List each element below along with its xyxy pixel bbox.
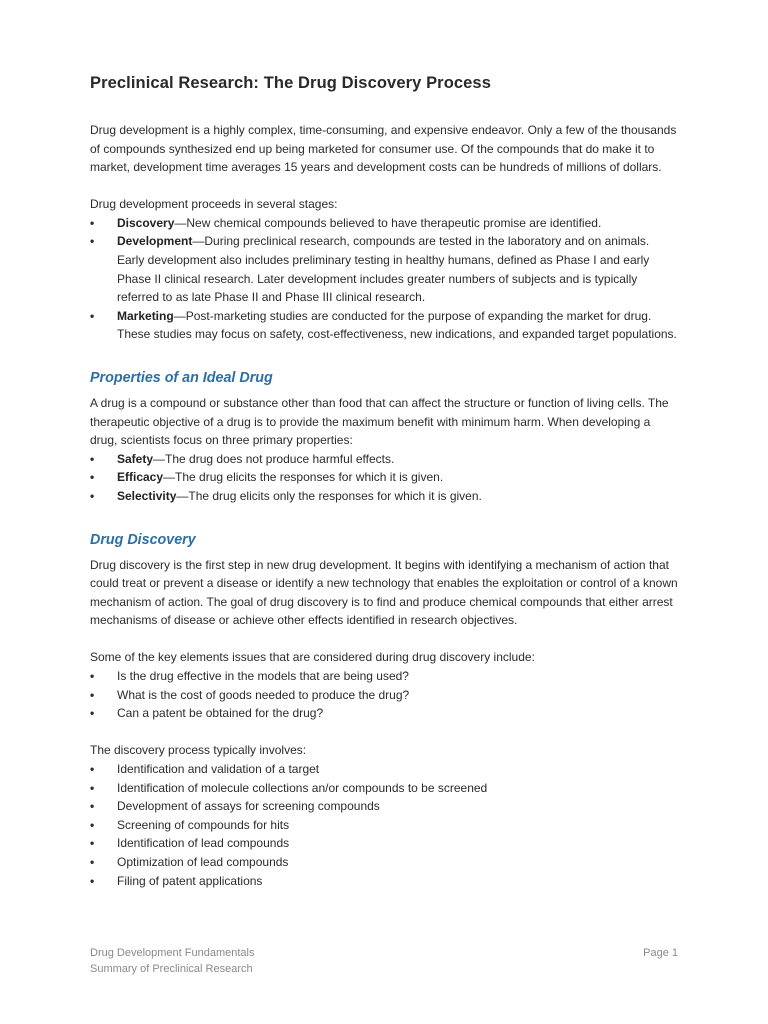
list-item — [90, 468, 678, 487]
process-step: Identification and validation of a target — [117, 761, 320, 776]
issues-list — [90, 667, 678, 723]
list-item — [90, 853, 678, 872]
footer-doc-title: Drug Development Fundamentals — [90, 947, 255, 959]
bullet-icon: • — [90, 799, 95, 814]
bullet-icon: • — [90, 836, 95, 851]
list-item — [90, 760, 678, 779]
document-title: Preclinical Research: The Drug Discovery Process — [90, 74, 491, 92]
bullet-icon: • — [90, 761, 95, 776]
stage-text: —During preclinical research, compounds are tested in the laboratory and on animals. Early development also includes preliminary testing in healthy humans, defined as Phase I and early Phase II clinical research. Later development includes greater numbers of subjects and is typically referred to as late Phase II and Phase III clinical research. — [117, 234, 650, 305]
bullet-icon: • — [90, 780, 95, 795]
list-item — [90, 816, 678, 835]
bullet-icon: • — [90, 215, 95, 230]
process-step: Identification of lead compounds — [117, 836, 290, 851]
list-item — [90, 232, 678, 306]
process-step: Development of assays for screening compounds — [117, 799, 380, 814]
property-text: —The drug elicits only the responses for which it is given. — [176, 489, 482, 503]
issue-text: What is the cost of goods needed to produce the drug? — [117, 687, 410, 702]
stage-text: —New chemical compounds believed to have therapeutic promise are identified. — [174, 215, 602, 230]
property-term: Efficacy — [117, 470, 164, 485]
section-heading: Properties of an Ideal Drug — [90, 370, 273, 387]
issue-text: Is the drug effective in the models that are being used? — [117, 669, 409, 684]
issue-text: Can a patent be obtained for the drug? — [117, 706, 324, 721]
property-text: —The drug does not produce harmful effects. — [153, 451, 395, 466]
list-item — [90, 779, 678, 798]
list-item — [90, 686, 678, 705]
stage-term: Discovery — [117, 215, 175, 230]
process-step: Identification of molecule collections an/or compounds to be screened — [117, 780, 488, 795]
intro-paragraph: Drug development is a highly complex, time-consuming, and expensive endeavor. Only a few of the thousands of compounds synthesized end up being marketed for consumer use. Of the compounds that do make it to market, development time averages 15 years and development costs can be hundreds of millions of dollars. — [90, 123, 677, 175]
stage-term: Marketing — [117, 308, 174, 323]
list-item — [90, 307, 678, 344]
list-item — [90, 872, 678, 891]
property-term: Selectivity — [117, 489, 177, 503]
footer-doc-subtitle: Summary of Preclinical Research — [90, 963, 253, 975]
drug-discovery-paragraph: Drug discovery is the first step in new drug development. It begins with identifying a mechanism of action that could treat or prevent a disease or identify a new technology that enables the exploitation or control of a known mechanism of action. The goal of drug discovery is to find and produce chemical compounds that either arrest mechanisms of disease or achieve other effects identified in research objectives. — [90, 557, 678, 628]
bullet-icon: • — [90, 669, 95, 684]
process-step: Filing of patent applications — [117, 873, 263, 888]
property-term: Safety — [117, 451, 154, 466]
list-item — [90, 834, 678, 853]
bullet-icon: • — [90, 873, 95, 888]
bullet-icon: • — [90, 308, 95, 323]
bullet-icon: • — [90, 451, 95, 466]
list-item — [90, 487, 678, 506]
stage-term: Development — [117, 234, 193, 249]
page-footer — [90, 945, 678, 977]
stages-list — [90, 214, 678, 344]
list-item — [90, 450, 678, 469]
property-text: —The drug elicits the responses for which it is given. — [163, 470, 444, 485]
bullet-icon: • — [90, 817, 95, 832]
issues-lead: Some of the key elements issues that are considered during drug discovery include: — [90, 650, 535, 665]
bullet-icon: • — [90, 234, 95, 249]
bullet-icon: • — [90, 687, 95, 702]
process-list — [90, 760, 678, 890]
process-step: Screening of compounds for hits — [117, 817, 290, 832]
list-item — [90, 797, 678, 816]
bullet-icon: • — [90, 489, 95, 503]
ideal-drug-paragraph: A drug is a compound or substance other than food that can affect the structure or function of living cells. The therapeutic objective of a drug is to provide the maximum benefit with minimum harm. When developing a drug, scientists focus on three primary properties: — [90, 396, 669, 448]
bullet-icon: • — [90, 706, 95, 721]
stages-lead: Drug development proceeds in several stages: — [90, 197, 338, 212]
stage-text: —Post-marketing studies are conducted for the purpose of expanding the market for drug. These studies may focus on safety, cost-effectiveness, new indications, and expanded target populations. — [117, 308, 677, 342]
page-number: Page 1 — [643, 947, 678, 959]
list-item — [90, 214, 678, 233]
process-lead: The discovery process typically involves: — [90, 743, 307, 758]
bullet-icon: • — [90, 854, 95, 869]
properties-list — [90, 450, 678, 506]
list-item — [90, 667, 678, 686]
section-heading: Drug Discovery — [90, 531, 196, 548]
list-item — [90, 704, 678, 723]
bullet-icon: • — [90, 470, 95, 485]
process-step: Optimization of lead compounds — [117, 854, 289, 869]
